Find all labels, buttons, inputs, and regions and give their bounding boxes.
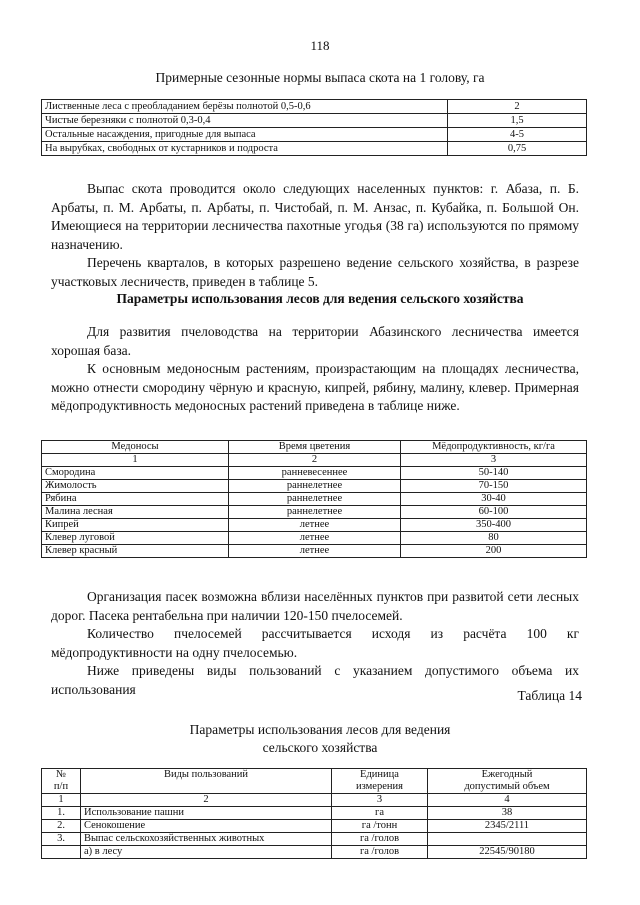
paragraph: Перечень кварталов, в которых разрешено ведение сельского хозяйства, в разрезе участковых лесничеств, приведен в таблице 5. (51, 255, 579, 289)
table-row (42, 807, 587, 820)
table-cell: 0,75 (448, 142, 587, 156)
table-row (42, 833, 587, 846)
table-row (42, 100, 587, 114)
table-row (42, 545, 587, 558)
text-block-grazing (51, 180, 579, 291)
table-cell: раннелетнее (229, 493, 401, 506)
paragraph: Организация пасек возможна вблизи населённых пунктов при развитой сети лесных дорог. Пасека рентабельна при наличии 120-150 пчелосемей. (51, 589, 579, 623)
column-header-type: Виды пользований (81, 769, 332, 794)
table-14-title (0, 721, 640, 757)
column-header-volume (428, 769, 587, 794)
table-cell: 60-100 (401, 506, 587, 519)
header-line: Ежегодный (481, 769, 533, 780)
table-row (42, 519, 587, 532)
table-cell: 80 (401, 532, 587, 545)
table-cell: Остальные насаждения, пригодные для выпаса (42, 128, 448, 142)
text-block-apiary (51, 588, 579, 699)
agriculture-use-table (41, 768, 587, 859)
table-cell: летнее (229, 545, 401, 558)
table-cell: 30-40 (401, 493, 587, 506)
table-cell: Сенокошение (81, 820, 332, 833)
table-cell: 50-140 (401, 467, 587, 480)
table-row (42, 467, 587, 480)
table-cell: Чистые березняки с полнотой 0,3-0,4 (42, 114, 448, 128)
column-number: 2 (229, 454, 401, 467)
table-cell: 2 (448, 100, 587, 114)
table-cell (42, 846, 81, 859)
column-number: 2 (81, 794, 332, 807)
section-heading: Параметры использования лесов для ведения сельского хозяйства (116, 291, 524, 306)
table-14-title-line: Параметры использования лесов для ведения (189, 722, 451, 737)
column-header: Время цветения (229, 441, 401, 454)
table-cell: га /голов (332, 833, 428, 846)
table-cell: Использование пашни (81, 807, 332, 820)
paragraph: К основным медоносным растениям, произрастающим на площадях лесничества, можно отнести смородину чёрную и красную, кипрей, рябину, малину, клевер. Примерная мёдопродуктивность медоносных растений приведена в таблице ниже. (51, 361, 579, 413)
table-cell: га /голов (332, 846, 428, 859)
table-cell: 2. (42, 820, 81, 833)
grazing-norms-table (41, 99, 587, 156)
table-cell: Смородина (42, 467, 229, 480)
honey-productivity-table (41, 440, 587, 558)
table-cell: 200 (401, 545, 587, 558)
table-cell: раннелетнее (229, 506, 401, 519)
paragraph: Количество пчелосемей рассчитывается исходя из расчёта 100 кг мёдопродуктивности на одну пчелосемью. (51, 626, 579, 660)
table-14-label: Таблица 14 (517, 688, 582, 703)
table-row (42, 846, 587, 859)
table-header-row (42, 769, 587, 794)
header-line: Единица (360, 769, 399, 780)
column-number: 1 (42, 454, 229, 467)
table-row (42, 820, 587, 833)
table-cell: летнее (229, 532, 401, 545)
table-cell: 3. (42, 833, 81, 846)
table-cell: га /тонн (332, 820, 428, 833)
table-cell: Клевер красный (42, 545, 229, 558)
table-row (42, 480, 587, 493)
table-cell: летнее (229, 519, 401, 532)
column-number: 1 (42, 794, 81, 807)
column-number: 3 (401, 454, 587, 467)
table-number-row (42, 794, 587, 807)
column-header: Медоносы (42, 441, 229, 454)
table-cell: ранневесеннее (229, 467, 401, 480)
table-row (42, 114, 587, 128)
table-cell: Жимолость (42, 480, 229, 493)
column-header-unit (332, 769, 428, 794)
table-cell: Клевер луговой (42, 532, 229, 545)
header-line: п/п (53, 781, 69, 792)
table-cell: раннелетнее (229, 480, 401, 493)
text-block-beekeeping (51, 323, 579, 416)
table-header-row (42, 441, 587, 454)
table-cell: 1,5 (448, 114, 587, 128)
table-cell: Выпас сельскохозяйственных животных (81, 833, 332, 846)
table-cell: Лиственные леса с преобладанием берёзы полнотой 0,5-0,6 (42, 100, 448, 114)
table-row (42, 532, 587, 545)
column-number: 4 (428, 794, 587, 807)
table-row (42, 506, 587, 519)
table-cell: На вырубках, свободных от кустарников и подроста (42, 142, 448, 156)
header-line: измерения (356, 781, 403, 792)
table-row (42, 142, 587, 156)
header-line: допустимый объем (464, 781, 550, 792)
table-14-title-line: сельского хозяйства (262, 740, 378, 755)
paragraph: Для развития пчеловодства на территории Абазинского лесничества имеется хорошая база. (51, 324, 579, 358)
header-line: № (55, 769, 67, 780)
grazing-table-title: Примерные сезонные нормы выпаса скота на 1 голову, га (155, 70, 485, 85)
table-row (42, 128, 587, 142)
table-cell: Малина лесная (42, 506, 229, 519)
table-cell: Рябина (42, 493, 229, 506)
column-header: Мёдопродуктивность, кг/га (401, 441, 587, 454)
table-cell: га (332, 807, 428, 820)
table-cell: 350-400 (401, 519, 587, 532)
page-number: 118 (310, 38, 330, 53)
table-cell: а) в лесу (81, 846, 332, 859)
table-cell: Кипрей (42, 519, 229, 532)
table-cell: 2345/2111 (428, 820, 587, 833)
table-cell (428, 833, 587, 846)
paragraph: Ниже приведены виды пользований с указанием допустимого объема их использования (51, 663, 579, 697)
table-row (42, 493, 587, 506)
column-number: 3 (332, 794, 428, 807)
table-number-row (42, 454, 587, 467)
table-cell: 70-150 (401, 480, 587, 493)
table-cell: 38 (428, 807, 587, 820)
table-cell: 22545/90180 (428, 846, 587, 859)
table-cell: 1. (42, 807, 81, 820)
table-cell: 4-5 (448, 128, 587, 142)
paragraph: Выпас скота проводится около следующих населенных пунктов: г. Абаза, п. Б. Арбаты, п. М. Арбаты, п. Арбаты, п. Чистобай, п. М. Анзас, п. Кубайка, п. Большой Он. Имеющиеся на территории лесничества пахотные угодья (38 га) используются по прямому назначению. (51, 181, 579, 252)
column-header-num (42, 769, 81, 794)
